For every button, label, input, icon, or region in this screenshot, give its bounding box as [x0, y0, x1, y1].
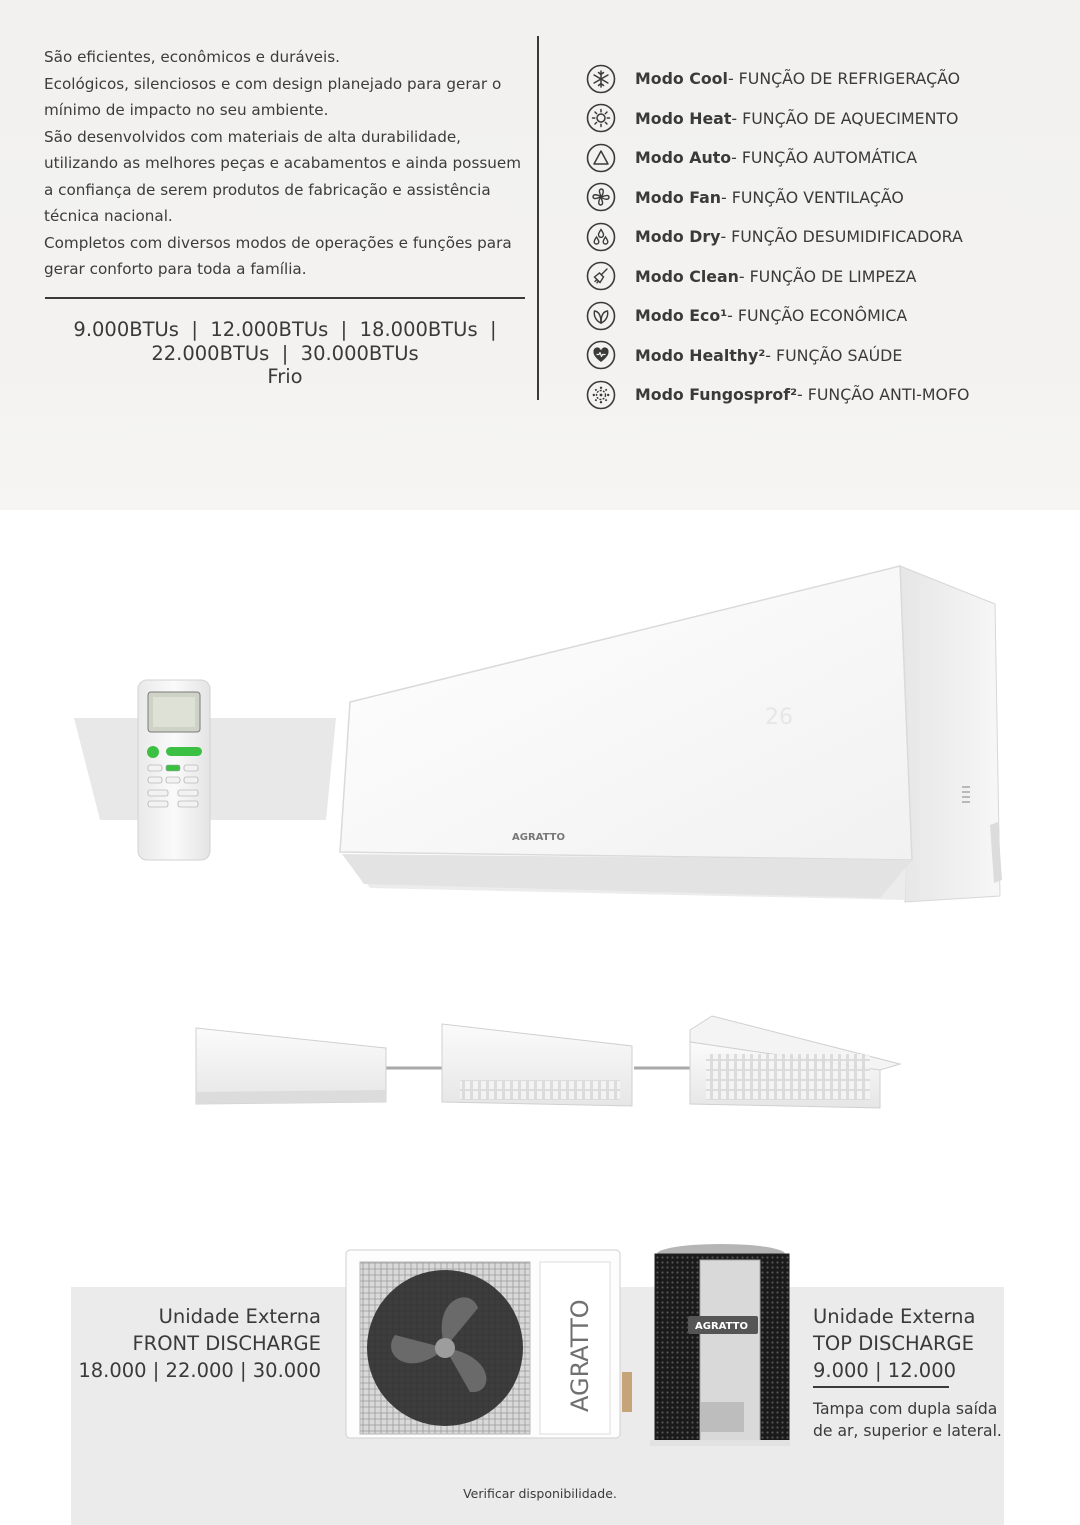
mode-description: - FUNÇÃO AUTOMÁTICA: [731, 148, 918, 168]
mode-description: - FUNÇÃO DE LIMPEZA: [738, 266, 917, 286]
mode-description: - FUNÇÃO DESUMIDIFICADORA: [720, 227, 963, 247]
mode-description: - FUNÇÃO ECONÔMICA: [727, 306, 908, 326]
outdoor-unit-top-discharge: [650, 1244, 790, 1446]
indoor-unit: [340, 566, 1002, 902]
mode-description: - FUNÇÃO DE REFRIGERAÇÃO: [727, 69, 961, 89]
intro-paragraph: São desenvolvidos com materiais de alta durabilidade, utilizando as melhores peças e acabamentos e ainda possuem a confiança de serem produtos de fabricação e assistência técnica nacional.: [44, 127, 522, 225]
mode-name: Modo Clean: [635, 266, 739, 286]
btu-line: 9.000BTUs | 12.000BTUs | 18.000BTUs |: [73, 318, 497, 341]
mode-description: - FUNÇÃO VENTILAÇÃO: [721, 187, 904, 207]
brand-logo: AGRATTO: [566, 1299, 594, 1412]
front-discharge-capacities: 18.000 | 22.000 | 30.000: [78, 1359, 321, 1382]
intro-paragraph: São eficientes, econômicos e duráveis.: [44, 48, 340, 66]
front-discharge-title: Unidade Externa: [158, 1305, 321, 1328]
top-discharge-info: [813, 1303, 1013, 1442]
mode-name: Modo Healthy²: [635, 345, 766, 365]
divider: [813, 1386, 949, 1388]
availability-note: Verificar disponibilidade.: [463, 1486, 617, 1501]
brand-logo: AGRATTO: [695, 1321, 748, 1332]
front-discharge-type: FRONT DISCHARGE: [132, 1332, 321, 1355]
intro-paragraph: Ecológicos, silenciosos e com design planejado para gerar o mínimo de impacto no seu ambiente.: [44, 74, 502, 119]
mode-name: Modo Dry: [635, 227, 721, 247]
mode-description: - FUNÇÃO ANTI-MOFO: [797, 385, 970, 405]
mode-description: - FUNÇÃO SAÚDE: [765, 345, 903, 365]
brand-logo: AGRATTO: [512, 832, 565, 843]
mode-name: Modo Cool: [635, 69, 728, 89]
top-discharge-note: Tampa com dupla saída de ar, superior e lateral.: [813, 1400, 1002, 1440]
mode-name: Modo Fungosprof²: [635, 385, 798, 405]
indoor-units-airflow: [196, 1016, 900, 1108]
mode-name: Modo Eco¹: [635, 306, 728, 326]
remote-control: [138, 680, 210, 860]
mode-name: Modo Fan: [635, 187, 722, 207]
intro-paragraph: Completos com diversos modos de operações e funções para gerar conforto para toda a família.: [44, 233, 512, 278]
mode-description: - FUNÇÃO DE AQUECIMENTO: [731, 108, 959, 128]
top-discharge-capacities: 9.000 | 12.000: [813, 1359, 957, 1382]
mode-name: Modo Heat: [635, 108, 732, 128]
btu-line: 22.000BTUs | 30.000BTUs: [151, 341, 419, 365]
btu-line: Frio: [267, 365, 303, 388]
top-discharge-type: TOP DISCHARGE: [813, 1332, 974, 1355]
front-discharge-info: [70, 1303, 321, 1384]
top-discharge-title: Unidade Externa: [813, 1305, 976, 1328]
display-temperature: 26: [765, 705, 793, 730]
mode-name: Modo Auto: [635, 148, 732, 168]
